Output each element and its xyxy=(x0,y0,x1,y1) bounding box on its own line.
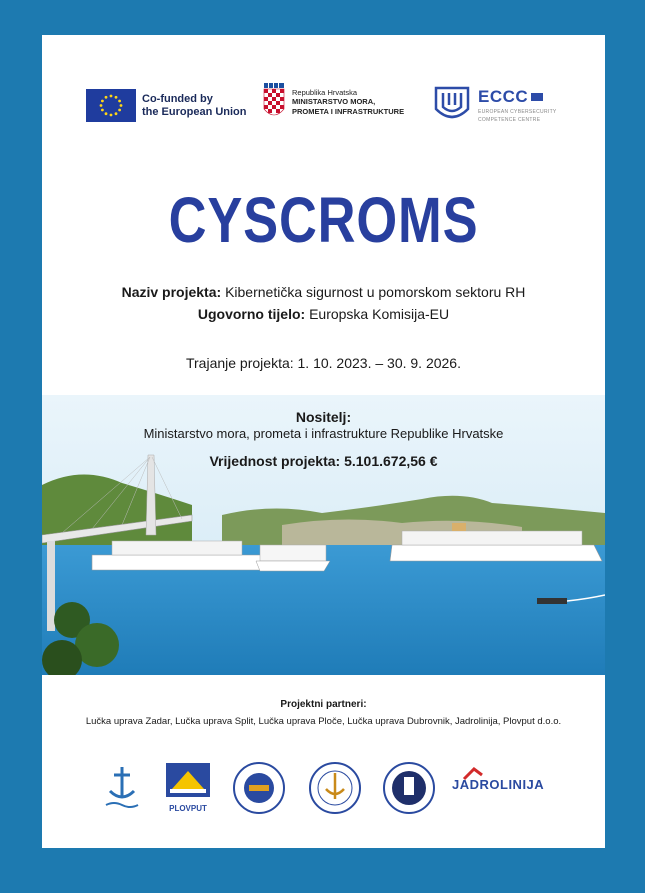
ministry-logo xyxy=(262,83,404,121)
eu-line1: Co-funded by xyxy=(142,92,213,105)
project-name-label: Naziv projekta: xyxy=(121,284,222,300)
eccc-shield-icon xyxy=(434,85,470,125)
partner-logos xyxy=(42,757,605,817)
plovput-label: PLOVPUT xyxy=(169,804,207,813)
contract-body-value: Europska Komisija-EU xyxy=(309,306,450,322)
ploce-port-seal-icon xyxy=(308,761,362,815)
project-duration: Trajanje projekta: 1. 10. 2023. – 30. 9. 2026. xyxy=(185,355,461,371)
zadar-port-logo-icon xyxy=(102,763,142,813)
contract-body-label: Ugovorno tijelo: xyxy=(197,306,306,322)
project-title: CYSCROMS xyxy=(168,184,479,256)
project-value: Vrijednost projekta: 5.101.672,56 € xyxy=(209,453,438,469)
ministry-line2: MINISTARSTVO MORA, xyxy=(292,97,376,107)
header-logos xyxy=(42,83,605,125)
eccc-text xyxy=(478,87,557,123)
eu-text xyxy=(142,93,247,119)
eu-mini-flag-icon xyxy=(531,93,543,101)
ministry-text xyxy=(292,88,404,117)
eu-logo xyxy=(86,89,247,122)
eccc-sub2: COMPETENCE CENTRE xyxy=(478,117,541,123)
jadrolinija-logo: JADROLINIJA xyxy=(452,777,545,792)
project-info xyxy=(42,281,605,325)
dubrovnik-port-seal-icon xyxy=(382,761,436,815)
project-name-value: Kibernetička sigurnost u pomorskom sektoru RH xyxy=(225,284,526,300)
eu-line2: the European Union xyxy=(142,105,247,118)
ministry-line1: Republika Hrvatska xyxy=(292,87,358,97)
croatia-coat-of-arms-icon xyxy=(262,83,286,121)
poster-card xyxy=(42,35,605,848)
ministry-line3: PROMETA I INFRASTRUKTURE xyxy=(292,106,405,116)
eccc-title: ECCC xyxy=(478,87,529,106)
harbor-photo xyxy=(42,395,605,675)
holder-value: Ministarstvo mora, prometa i infrastrukture Republike Hrvatske xyxy=(143,426,504,441)
partners-label: Projektni partneri: xyxy=(280,699,367,710)
partners-list: Lučka uprava Zadar, Lučka uprava Split, Lučka uprava Ploče, Lučka uprava Dubrovnik, Jadrolinija, Plovput d.o.o. xyxy=(85,716,562,727)
holder-label: Nositelj: xyxy=(295,409,352,425)
eccc-sub1: EUROPEAN CYBERSECURITY xyxy=(478,109,557,115)
eccc-logo xyxy=(434,85,557,125)
plovput-icon xyxy=(166,763,210,797)
holder-block xyxy=(42,409,605,469)
plovput-logo xyxy=(166,763,210,813)
eu-flag-icon xyxy=(86,89,136,122)
partners-block xyxy=(42,699,605,727)
split-port-seal-icon xyxy=(232,761,286,815)
